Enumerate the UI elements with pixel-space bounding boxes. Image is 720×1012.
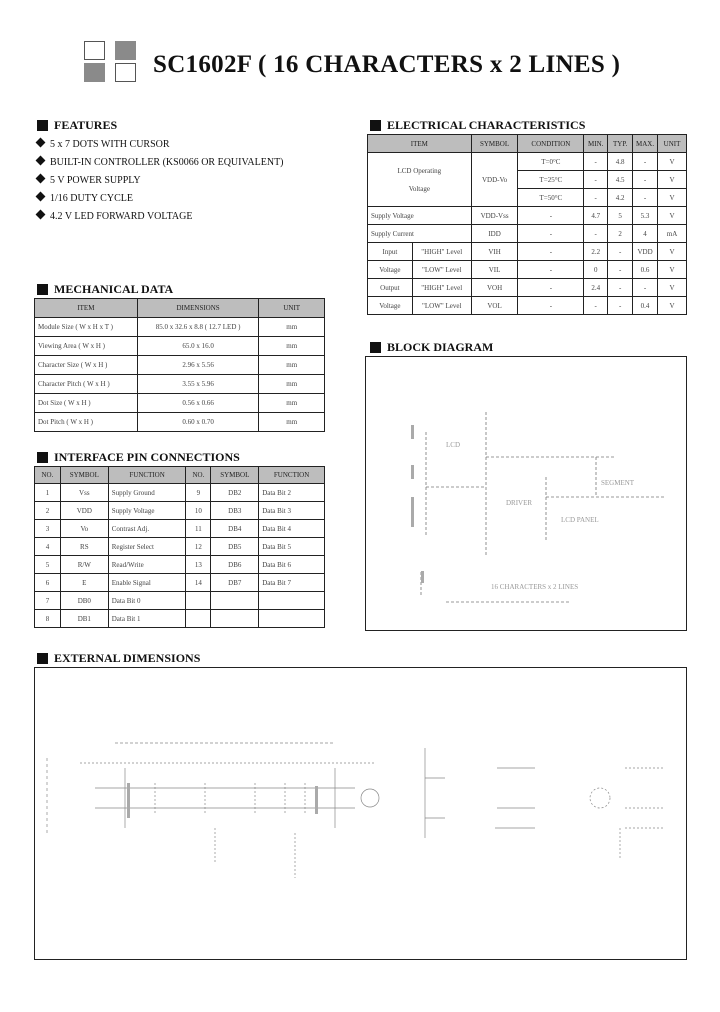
logo-square [84,63,105,82]
table-cell: 9 [186,484,211,502]
table-cell: 0.56 x 0.66 [137,394,259,413]
column-header: UNIT [658,135,687,153]
table-cell: mm [259,337,325,356]
table-cell: Voltage [368,297,413,315]
feature-text: 5 x 7 DOTS WITH CURSOR [50,139,170,150]
column-header: SYMBOL [471,135,518,153]
table-cell [211,592,259,610]
table-cell: - [584,225,608,243]
electrical-table [367,134,687,315]
section-square-icon [370,120,381,131]
table-cell: R/W [60,556,108,574]
table-row [368,261,687,279]
table-cell: 0.6 [633,261,658,279]
table-cell: 4.2 [608,189,633,207]
table-cell: - [584,297,608,315]
block-diagram-heading [370,340,493,355]
table-cell: - [608,261,633,279]
table-cell: DB3 [211,502,259,520]
logo-square [115,63,136,82]
table-cell: - [518,225,584,243]
table-cell: Supply Current [368,225,472,243]
electrical-heading-text: ELECTRICAL CHARACTERISTICS [387,118,586,132]
block-label: LCD PANEL [561,516,599,524]
table-row [368,243,687,261]
table-cell: DB2 [211,484,259,502]
table-cell: Register Select [108,538,186,556]
table-cell: VIH [471,243,518,261]
table-cell: - [584,189,608,207]
feature-item [37,139,170,150]
table-cell: "LOW" Level [412,297,471,315]
column-header: NO. [186,467,211,484]
diamond-bullet-icon [36,210,46,220]
table-row [35,394,325,413]
table-cell: V [658,207,687,225]
table-cell: E [60,574,108,592]
table-cell: DB1 [60,610,108,628]
block-label: 16 CHARACTERS x 2 LINES [491,583,579,591]
table-cell: Voltage [368,261,413,279]
table-cell: DB7 [211,574,259,592]
section-square-icon [37,284,48,295]
table-cell: 7 [35,592,61,610]
diamond-bullet-icon [36,192,46,202]
table-row [35,413,325,432]
table-cell: 2 [608,225,633,243]
table-cell: V [658,279,687,297]
table-cell: 0.60 x 0.70 [137,413,259,432]
column-header: SYMBOL [60,467,108,484]
table-cell: "HIGH" Level [412,243,471,261]
table-cell: "LOW" Level [412,261,471,279]
table-cell: 4.8 [608,153,633,171]
feature-item [37,157,284,168]
column-header: FUNCTION [259,467,325,484]
lcd-voltage-label [368,153,472,207]
table-row [368,207,687,225]
table-cell: 5 [608,207,633,225]
table-cell: VDD [633,243,658,261]
external-heading-text: EXTERNAL DIMENSIONS [54,651,201,665]
table-cell: 0.4 [633,297,658,315]
table-cell: 13 [186,556,211,574]
diamond-bullet-icon [36,174,46,184]
table-cell: - [518,261,584,279]
column-header: CONDITION [518,135,584,153]
table-cell: Dot Pitch ( W x H ) [35,413,138,432]
table-cell: Input [368,243,413,261]
table-cell: Viewing Area ( W x H ) [35,337,138,356]
table-cell: T=25°C [518,171,584,189]
table-cell: - [518,243,584,261]
table-cell: DB6 [211,556,259,574]
table-cell: Enable Signal [108,574,186,592]
table-cell: 3 [35,520,61,538]
table-cell: Character Pitch ( W x H ) [35,375,138,394]
table-cell: DB5 [211,538,259,556]
block-diagram-drawing [366,357,686,630]
table-cell: IDD [471,225,518,243]
table-cell: - [633,171,658,189]
interface-table [34,466,325,628]
table-cell: 6 [35,574,61,592]
table-cell: mm [259,375,325,394]
table-cell: - [633,153,658,171]
table-row [35,610,325,628]
table-cell: T=50°C [518,189,584,207]
feature-item [37,175,141,186]
table-cell: Supply Voltage [108,502,186,520]
table-row [35,574,325,592]
table-cell: 4 [35,538,61,556]
table-row [35,556,325,574]
table-row [368,297,687,315]
table-cell: 2.2 [584,243,608,261]
table-cell: 2.4 [584,279,608,297]
table-cell: 2.96 x 5.56 [137,356,259,375]
column-header: MAX. [633,135,658,153]
logo-square [115,41,136,60]
table-cell: Vo [60,520,108,538]
table-cell: Data Bit 7 [259,574,325,592]
column-header: UNIT [259,299,325,318]
interface-heading-text: INTERFACE PIN CONNECTIONS [54,450,240,464]
table-cell: Dot Size ( W x H ) [35,394,138,413]
table-cell: 11 [186,520,211,538]
table-cell: - [608,243,633,261]
table-cell: 3.55 x 5.96 [137,375,259,394]
mechanical-heading [37,282,173,297]
table-cell: Module Size ( W x H x T ) [35,318,138,337]
electrical-heading [370,118,585,133]
table-cell: V [658,261,687,279]
table-cell: VOL [471,297,518,315]
table-cell: Data Bit 5 [259,538,325,556]
table-cell: Data Bit 0 [108,592,186,610]
feature-item [37,193,133,204]
block-diagram-box [365,356,687,631]
table-cell: 2 [35,502,61,520]
table-cell: 4.5 [608,171,633,189]
section-square-icon [37,120,48,131]
block-diagram-heading-text: BLOCK DIAGRAM [387,340,494,354]
column-header: DIMENSIONS [137,299,259,318]
table-cell: Vss [60,484,108,502]
table-cell: 5 [35,556,61,574]
table-cell: 8 [35,610,61,628]
table-cell: - [518,297,584,315]
column-header: MIN. [584,135,608,153]
table-row [368,153,687,171]
table-cell: DB4 [211,520,259,538]
table-cell: Data Bit 1 [108,610,186,628]
table-cell: - [584,171,608,189]
table-cell: VIL [471,261,518,279]
feature-text: BUILT-IN CONTROLLER (KS0066 OR EQUIVALENT) [50,157,284,168]
table-cell: mm [259,318,325,337]
table-row [35,520,325,538]
table-cell: Contrast Adj. [108,520,186,538]
table-cell: VDD-Vss [471,207,518,225]
column-header: ITEM [368,135,472,153]
mechanical-table [34,298,325,432]
feature-text: 5 V POWER SUPPLY [50,175,141,186]
table-row [35,375,325,394]
mechanical-heading-text: MECHANICAL DATA [54,282,174,296]
block-label: DRIVER [506,499,533,507]
table-cell: VDD [60,502,108,520]
table-cell: 10 [186,502,211,520]
table-row [35,318,325,337]
table-cell: - [633,279,658,297]
page-title: SC1602F ( 16 CHARACTERS x 2 LINES ) [153,51,621,78]
external-heading [37,651,200,666]
column-header: FUNCTION [108,467,186,484]
external-dimensions-box [34,667,687,960]
table-row [35,337,325,356]
table-cell: 12 [186,538,211,556]
table-cell: V [658,171,687,189]
logo-square [84,41,105,60]
table-row [35,356,325,375]
table-cell [186,610,211,628]
table-cell: Data Bit 2 [259,484,325,502]
block-label: SEGMENT [601,479,635,487]
column-header: ITEM [35,299,138,318]
table-cell [211,610,259,628]
table-cell: Supply Ground [108,484,186,502]
table-cell [259,592,325,610]
table-cell: - [608,279,633,297]
table-cell: V [658,153,687,171]
table-cell: - [608,297,633,315]
features-heading [37,118,117,133]
table-cell: mA [658,225,687,243]
table-cell: 5.3 [633,207,658,225]
table-cell: RS [60,538,108,556]
table-cell: 85.0 x 32.6 x 8.8 ( 12.7 LED ) [137,318,259,337]
table-row [35,484,325,502]
column-header: SYMBOL [211,467,259,484]
diamond-bullet-icon [36,138,46,148]
table-cell: mm [259,356,325,375]
lcd-label-line: LCD Operating [397,166,442,175]
table-cell: DB0 [60,592,108,610]
table-cell: VOH [471,279,518,297]
interface-heading [37,450,240,465]
column-header: TYP. [608,135,633,153]
features-heading-text: FEATURES [54,118,118,132]
table-cell: V [658,189,687,207]
table-cell: - [633,189,658,207]
table-row [368,279,687,297]
table-cell: Read/Write [108,556,186,574]
table-cell: 4 [633,225,658,243]
table-cell: Output [368,279,413,297]
table-cell [186,592,211,610]
table-cell: V [658,243,687,261]
table-cell: Data Bit 6 [259,556,325,574]
feature-text: 1/16 DUTY CYCLE [50,193,133,204]
table-cell: 1 [35,484,61,502]
table-row [368,225,687,243]
table-row [35,592,325,610]
table-cell: - [584,153,608,171]
feature-item [37,211,192,222]
table-cell: T=0°C [518,153,584,171]
table-cell: V [658,297,687,315]
table-row [35,538,325,556]
diamond-bullet-icon [36,156,46,166]
table-cell: - [518,207,584,225]
table-cell: - [518,279,584,297]
table-cell: 14 [186,574,211,592]
table-cell: VDD-Vo [471,153,518,207]
table-cell: 0 [584,261,608,279]
section-square-icon [37,653,48,664]
external-dimensions-drawing [35,668,686,959]
table-cell: Supply Voltage [368,207,472,225]
section-square-icon [370,342,381,353]
block-label: LCD [446,441,460,449]
lcd-label-line: Voltage [408,184,430,193]
table-cell: Data Bit 4 [259,520,325,538]
table-cell: mm [259,413,325,432]
table-cell: "HIGH" Level [412,279,471,297]
column-header: NO. [35,467,61,484]
table-cell [259,610,325,628]
feature-text: 4.2 V LED FORWARD VOLTAGE [50,211,193,222]
table-row [35,502,325,520]
table-cell: Data Bit 3 [259,502,325,520]
table-cell: 65.0 x 16.0 [137,337,259,356]
table-cell: 4.7 [584,207,608,225]
section-square-icon [37,452,48,463]
table-cell: Character Size ( W x H ) [35,356,138,375]
table-cell: mm [259,394,325,413]
